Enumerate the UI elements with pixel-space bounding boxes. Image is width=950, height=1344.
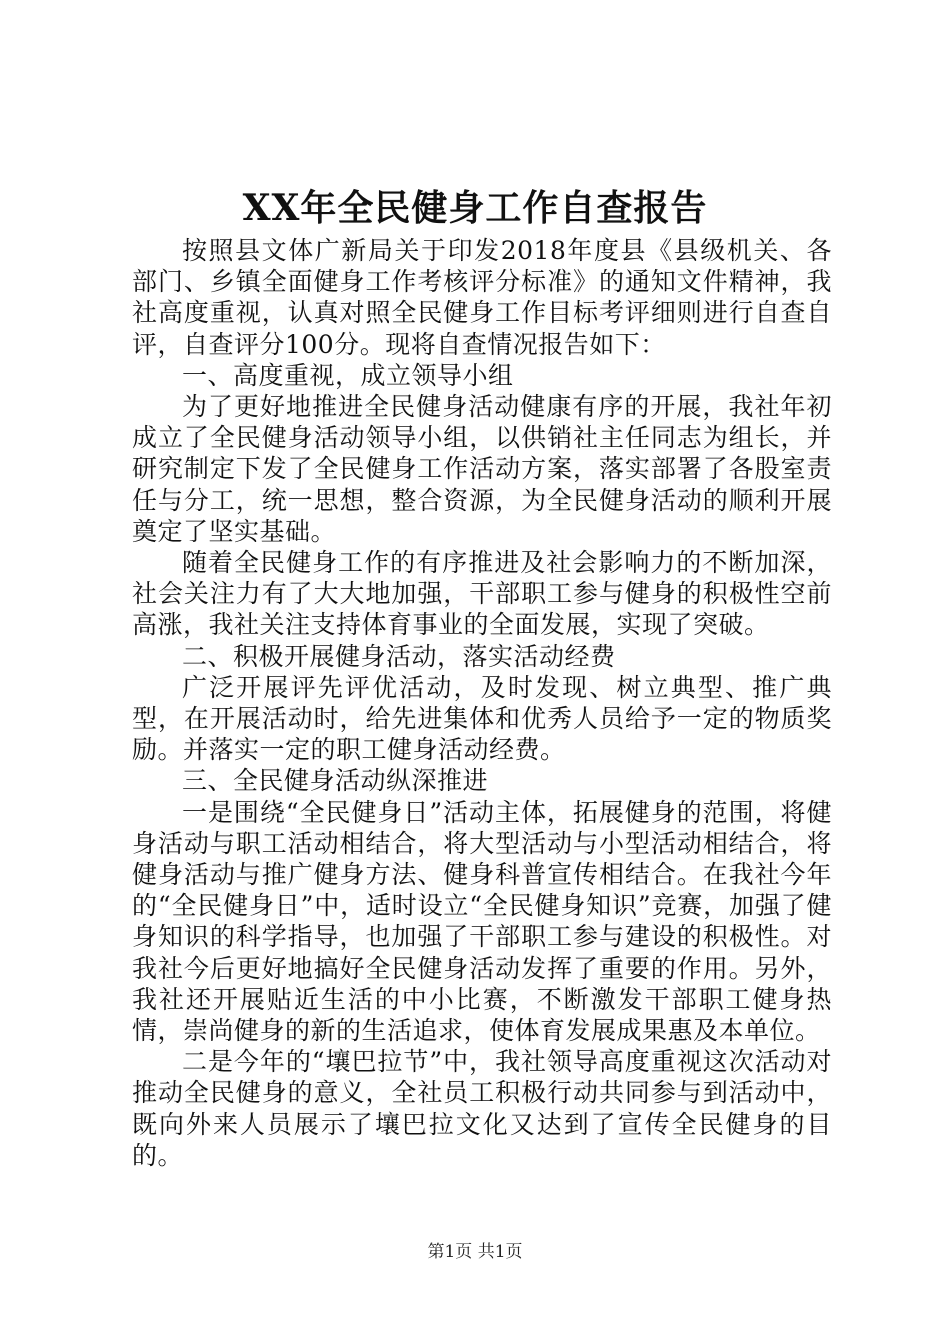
paragraph-intro: 按照县文体广新局关于印发2018年度县《县级机关、各部门、乡镇全面健身工作考核评分标准》的通知文件精神，我社高度重视，认真对照全民健身工作目标考评细则进行自查自评，自查评分100分。现将自查情况报告如下： (132, 236, 832, 359)
document-body (132, 235, 832, 1171)
paragraph-section-1: 为了更好地推进全民健身活动健康有序的开展，我社年初成立了全民健身活动领导小组，以供销社主任同志为组长，并研究制定下发了全民健身工作活动方案，落实部署了各股室责任与分工，统一思想，整合资源，为全民健身活动的顺利开展奠定了坚实基础。 (132, 392, 832, 546)
paragraph-section-3-first: 一是围绕“全民健身日”活动主体，拓展健身的范围，将健身活动与职工活动相结合，将大型活动与小型活动相结合，将健身活动与推广健身方法、健身科普宣传相结合。在我社今年的“全民健身日”中，适时设立“全民健身知识”竞赛，加强了健身知识的科学指导，也加强了干部职工参与建设的积极性。对我社今后更好地搞好全民健身活动发挥了重要的作用。另外，我社还开展贴近生活的中小比赛，不断激发干部职工健身热情，崇尚健身的新的生活追求，使体育发展成果惠及本单位。 (132, 797, 832, 1046)
paragraph-section-2: 广泛开展评先评优活动，及时发现、树立典型、推广典型，在开展活动时，给先进集体和优秀人员给予一定的物质奖励。并落实一定的职工健身活动经费。 (132, 672, 832, 765)
paragraph-section-3-second: 二是今年的“壤巴拉节”中，我社领导高度重视这次活动对推动全民健身的意义，全社员工积极行动共同参与到活动中，既向外来人员展示了壤巴拉文化又达到了宣传全民健身的目的。 (132, 1047, 832, 1170)
section-heading-3: 三、全民健身活动纵深推进 (182, 766, 489, 796)
page-number-footer: 第1页 共1页 (427, 1242, 523, 1262)
section-heading-2: 二、积极开展健身活动，落实活动经费 (182, 641, 616, 671)
section-heading-1: 一、高度重视，成立领导小组 (182, 360, 514, 390)
document-title: XX年全民健身工作自查报告 (242, 187, 708, 229)
paragraph-section-1-continued: 随着全民健身工作的有序推进及社会影响力的不断加深，社会关注力有了大大地加强，干部职工参与健身的积极性空前高涨，我社关注支持体育事业的全面发展，实现了突破。 (132, 548, 832, 640)
